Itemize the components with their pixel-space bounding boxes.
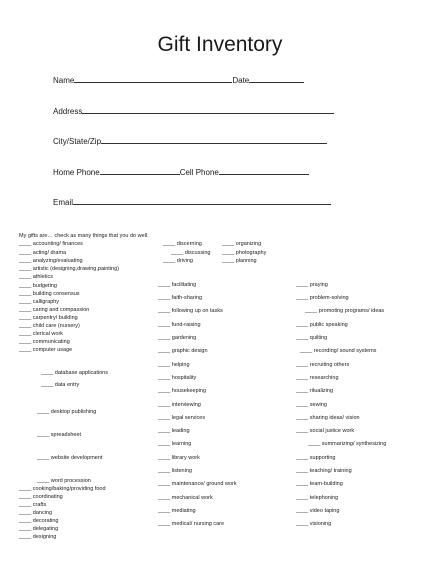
gift-item[interactable]: ____ analyzing/evaluating (19, 258, 83, 264)
gift-item[interactable]: ____ problem-solving (296, 295, 349, 301)
gift-item[interactable]: ____ computer usage (19, 347, 73, 353)
gift-item[interactable]: ____ researching (296, 375, 339, 381)
gift-item[interactable]: ____ team-building (296, 481, 343, 487)
address-row (53, 106, 334, 117)
city-row (53, 136, 327, 147)
gift-item[interactable]: ____ sharing ideas/ vision (296, 415, 360, 421)
gift-item[interactable]: ____ delegating (19, 526, 59, 532)
gift-item[interactable]: ____ calligraphy (19, 299, 60, 305)
gift-item[interactable]: ____ budgeting (19, 283, 57, 289)
gift-item[interactable]: ____ facilitating (158, 282, 197, 288)
city-state-zip-label: City/State/Zip (53, 137, 102, 146)
gift-item[interactable]: ____ website development (37, 455, 103, 461)
home-phone-field[interactable] (100, 167, 180, 175)
gift-item[interactable]: ____ supporting (296, 455, 336, 461)
gift-item[interactable]: ____ planning (222, 258, 257, 264)
gift-item[interactable]: ____ designing (19, 534, 57, 540)
instructions-text: My gifts are… check as many things that you do well. (19, 233, 149, 239)
gift-item[interactable]: ____ maintenance/ ground work (158, 481, 237, 487)
gift-item[interactable]: ____ word procession (37, 478, 91, 484)
gift-item[interactable]: ____ quilting (296, 335, 328, 341)
phone-row (53, 167, 309, 178)
email-label: Email (53, 198, 74, 207)
date-label: Date (232, 76, 250, 85)
gift-item[interactable]: ____ faith-sharing (158, 295, 203, 301)
name-label: Name (53, 76, 75, 85)
gift-item[interactable]: ____ praying (296, 282, 328, 288)
gift-item[interactable]: ____ housekeeping (158, 388, 207, 394)
gift-item[interactable]: ____ acting/ drama (19, 250, 67, 256)
gift-item[interactable]: ____ graphic design (158, 348, 208, 354)
gift-item[interactable]: ____ discussing (171, 250, 211, 256)
gift-item[interactable]: ____ fund-raising (158, 322, 201, 328)
gift-item[interactable]: ____ mechanical work (158, 495, 213, 501)
gift-item[interactable]: ____ data entry (41, 382, 80, 388)
gift-item[interactable]: ____ clerical work (19, 331, 64, 337)
email-row (53, 197, 331, 208)
gift-item[interactable]: ____ telephoning (296, 495, 339, 501)
gift-item[interactable]: ____ recording/ sound systems (300, 348, 377, 354)
gift-item[interactable]: ____ photography (222, 250, 267, 256)
gift-item[interactable]: ____ crafts (19, 502, 47, 508)
gift-item[interactable]: ____ hospitality (158, 375, 197, 381)
gift-item[interactable]: ____ coordinating (19, 494, 63, 500)
gift-item[interactable]: ____ mediating (158, 508, 196, 514)
gift-item[interactable]: ____ social justice work (296, 428, 355, 434)
gift-item[interactable]: ____ visioning (296, 521, 332, 527)
gift-item[interactable]: ____ desktop publishing (37, 409, 97, 415)
gift-item[interactable]: ____ following up on tasks (158, 308, 223, 314)
gift-item[interactable]: ____ communicating (19, 339, 70, 345)
gift-item[interactable]: ____ database applications (41, 370, 108, 376)
gift-item[interactable]: ____ organizing (222, 241, 262, 247)
gift-item[interactable]: ____ recruiting others (296, 362, 350, 368)
home-phone-label: Home Phone (53, 168, 100, 177)
gift-item[interactable]: ____ legal services (158, 415, 206, 421)
gift-item[interactable]: ____ helping (158, 362, 190, 368)
name-field[interactable] (74, 75, 232, 83)
page-title: Gift Inventory (157, 33, 283, 56)
gift-item[interactable]: ____ medical/ nursing care (158, 521, 225, 527)
address-field[interactable] (82, 106, 334, 114)
gift-item[interactable]: ____ ritualizing (296, 388, 333, 394)
gift-item[interactable]: ____ dancing (19, 510, 53, 516)
gift-item[interactable]: ____ gardening (158, 335, 197, 341)
gift-item[interactable]: ____ sewing (296, 402, 327, 408)
cell-phone-field[interactable] (219, 167, 309, 175)
gift-item[interactable]: ____ public speaking (296, 322, 348, 328)
gift-item[interactable]: ____ decorating (19, 518, 59, 524)
gift-item[interactable]: ____ athletics (19, 274, 53, 280)
gift-item[interactable]: ____ carpentry/ building (19, 315, 78, 321)
gift-item[interactable]: ____ video taping (296, 508, 340, 514)
gift-item[interactable]: ____ library work (158, 455, 200, 461)
gift-item[interactable]: ____ building consensus (19, 291, 80, 297)
gift-item[interactable]: ____ teaching/ training (296, 468, 352, 474)
date-field[interactable] (249, 75, 304, 83)
gift-item[interactable]: ____ promoting programs/ ideas (305, 308, 385, 314)
gift-item[interactable]: ____ discerning (163, 241, 202, 247)
gift-item[interactable]: ____ summarizing/ synthesizing (308, 441, 387, 447)
gift-item[interactable]: ____ leading (158, 428, 190, 434)
gift-item[interactable]: ____ spreadsheet (37, 432, 82, 438)
cell-phone-label: Cell Phone (179, 168, 219, 177)
gift-item[interactable]: ____ listening (158, 468, 192, 474)
name-date-row (53, 75, 304, 86)
gift-item[interactable]: ____ caring and compassion (19, 307, 90, 313)
city-state-zip-field[interactable] (101, 136, 327, 144)
email-field[interactable] (73, 197, 331, 205)
gift-item[interactable]: ____ driving (163, 258, 193, 264)
gift-item[interactable]: ____ accounting/ finances (19, 241, 83, 247)
gift-item[interactable]: ____ cooking/baking/providing food (19, 486, 106, 492)
gift-item[interactable]: ____ interviewing (158, 402, 201, 408)
gift-item[interactable]: ____ artistic (designing,drawing,painting) (19, 266, 119, 272)
gift-item[interactable]: ____ learning (158, 441, 192, 447)
address-label: Address (53, 107, 83, 116)
gift-item[interactable]: ____ child care (nursery) (19, 323, 80, 329)
